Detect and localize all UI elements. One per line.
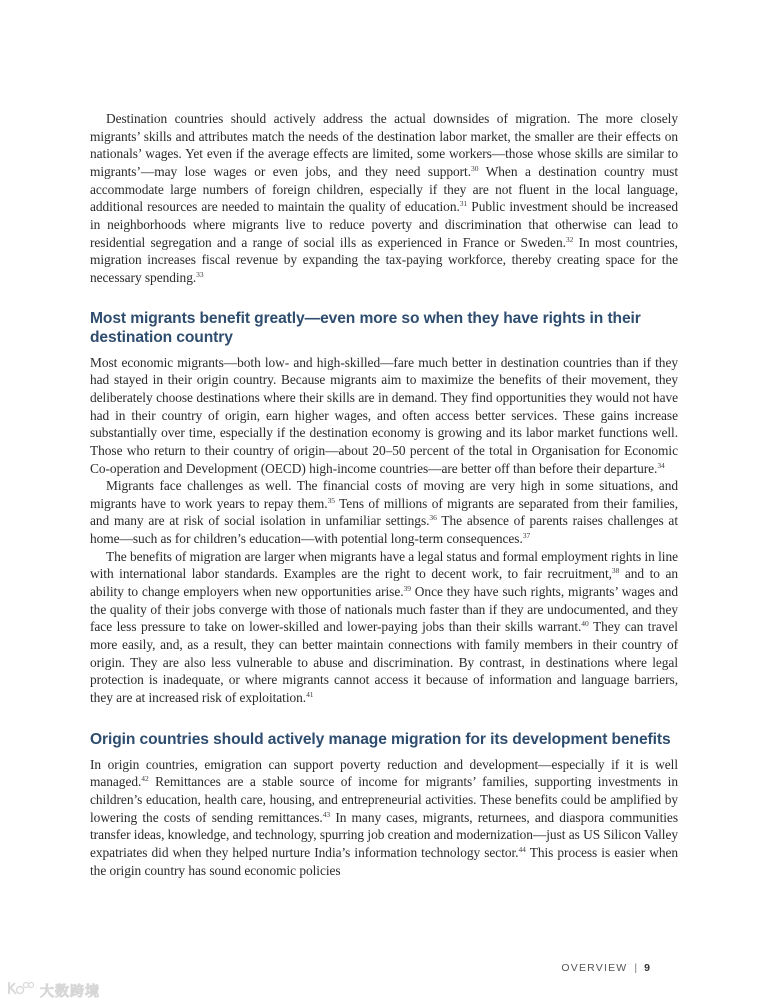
footnote-ref: 31 <box>459 199 468 209</box>
footnote-ref: 38 <box>611 566 620 576</box>
footnote-ref: 33 <box>196 269 204 279</box>
intro-paragraph: Destination countries should actively address the actual downsides of migration. The more closely migrants’ skills and attributes match the needs of the destination labor market, the smaller are their effects on nationals’ wages. Yet even if the average effects are limited, some workers—those whose skills are similar to migrants’—may lose wages or even jobs, and they need support.$^{30}$ When a destination country must accommodate large numbers of foreign children, especially if they are not fluent in the local language, additional resources are needed to maintain the quality of education.$^{31}$ Public investment should be increased in neighborhoods where migrants live to reduce poverty and discrimination that otherwise can lead to residential segregation and a range of social ills as experienced in France or Sweden.$^{32}$ In most countries, migration increases fiscal revenue by expanding the tax-paying workforce, thereby creating space for the necessary spending.$^{33}$ <box>90 111 678 285</box>
body-paragraph: The benefits of migration are larger when migrants have a legal status and formal employment rights in line with international labor standards. Examples are the right to decent work, to fair recruitment,$^{38}$ and to an ability to change employers when new opportunities arise.$^{39}$ Once they have such rights, migrants’ wages and the quality of their jobs converge with those of nationals much faster than if they are undocumented, and they face less pressure to take on lower-skilled and lower-paying jobs than their skills warrant.$^{40}$ They can travel more easily, and, as a result, they can better maintain connections with family members in their country of origin. They are also less vulnerable to abuse and discrimination. By contrast, in destinations where legal protection is inadequate, or where migrants cannot access it because of information and language barriers, they are at increased risk of exploitation.$^{41}$ <box>90 548 678 706</box>
footnote-ref: 43 <box>322 809 331 819</box>
watermark <box>6 980 100 1001</box>
footnote-ref: 34 <box>657 460 665 470</box>
footnote-ref: 36 <box>429 513 437 523</box>
page-number: 9 <box>644 962 650 974</box>
body-paragraph: In origin countries, emigration can support poverty reduction and development—especially if it is well managed.$^{42}$ Remittances are a stable source of income for migrants’ families, supporting investments in children’s education, health care, housing, and entrepreneurial activities. These benefits could be amplified by lowering the costs of sending remittances.$^{43}$ In many cases, migrants, returnees, and diaspora communities transfer ideas, knowledge, and technology, spurring job creation and modernization—just as US Silicon Valley expatriates did when they helped nurture India’s information technology sector.$^{44}$ This process is easier when the origin country has sound economic policies <box>90 756 679 878</box>
body-paragraph: Most economic migrants—both low- and high-skilled—fare much better in destination countries than if they had stayed in their origin country. Because migrants aim to maximize the benefits of their movement, they deliberately choose destinations where their skills are in demand. They find opportunities they would not have had in their country of origin, earn higher wages, and often access better services. These gains increase substantially over time, especially if the destination economy is growing and its labor market functions well. Those who return to their country of origin—about 20–50 percent of the total in Organisation for Economic Co-operation and Development (OECD) high-income countries—are better off than before their departure.$^{34}$ <box>90 354 678 476</box>
footnote-ref: 41 <box>306 690 314 700</box>
footnote-ref: 37 <box>522 531 531 541</box>
footnote-ref: 39 <box>403 584 411 594</box>
footnote-ref: 40 <box>581 619 589 629</box>
section-migrants-benefit <box>90 309 678 707</box>
watermark-logo-icon <box>6 980 36 1001</box>
page-footer <box>561 962 650 974</box>
document-page <box>90 110 678 879</box>
footer-separator: | <box>634 962 638 974</box>
intro-block <box>90 110 678 287</box>
footnote-ref: 44 <box>518 844 526 854</box>
watermark-text: 大数跨境 <box>40 983 100 1000</box>
body-paragraph: Migrants face challenges as well. The financial costs of moving are very high in some situations, and migrants have to work years to repay them.$^{35}$ Tens of millions of migrants are separated from their families, and many are at risk of social isolation in unfamiliar settings.$^{36}$ The absence of parents raises challenges at home—such as for children’s education—with potential long-term consequences.$^{37}$ <box>90 478 678 547</box>
section-heading: Most migrants benefit greatly—even more so when they have rights in their destination country <box>90 309 641 346</box>
section-origin-countries <box>90 730 678 880</box>
footnote-ref: 30 <box>471 163 479 173</box>
footnote-ref: 42 <box>141 774 149 784</box>
section-heading: Origin countries should actively manage migration for its development benefits <box>90 730 671 748</box>
footnote-ref: 35 <box>327 495 335 505</box>
footer-section-label: OVERVIEW <box>561 962 628 974</box>
footnote-ref: 32 <box>565 234 574 244</box>
